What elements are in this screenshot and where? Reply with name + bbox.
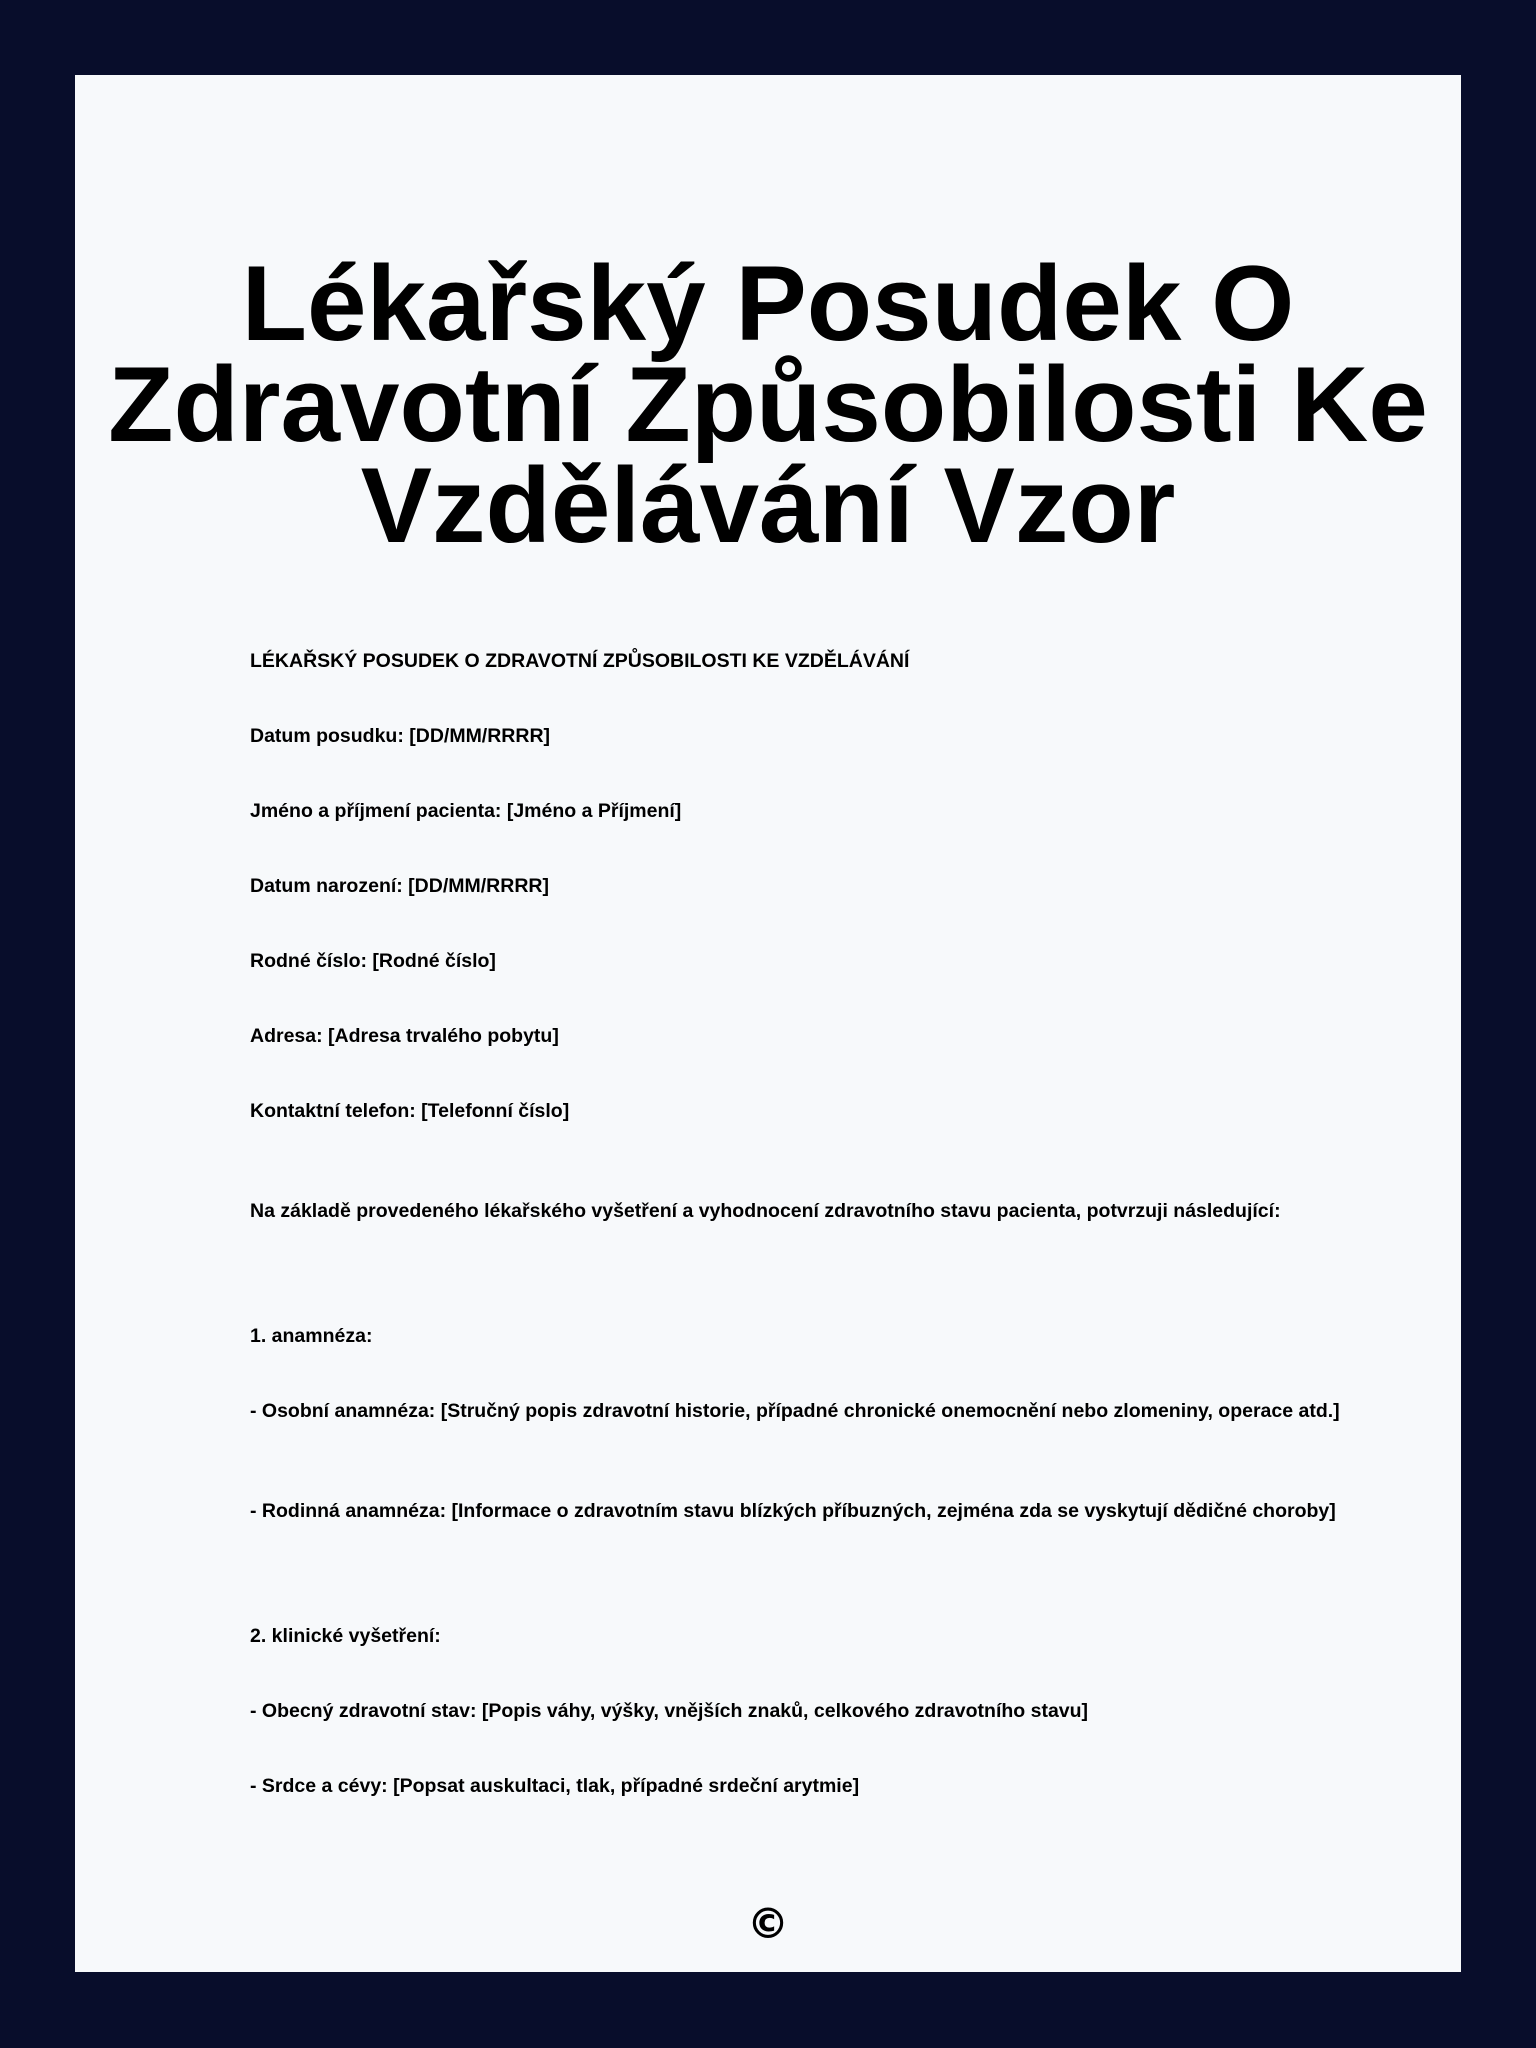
personal-history: - Osobní anamnéza: [Stručný popis zdravotní historie, případné chronické onemocnění nebo zlomeniny, operace atd.]: [250, 1400, 1340, 1422]
field-birth-date: Datum narození: [DD/MM/RRRR]: [250, 875, 549, 897]
copyright-icon: ©: [747, 1899, 789, 1948]
intro-paragraph: Na základě provedeného lékařského vyšetření a vyhodnocení zdravotního stavu pacienta, potvrzuji následující:: [250, 1200, 1281, 1222]
field-phone: Kontaktní telefon: [Telefonní číslo]: [250, 1100, 570, 1122]
field-date: Datum posudku: [DD/MM/RRRR]: [250, 725, 551, 747]
heart-and-vessels: - Srdce a cévy: [Popsat auskultaci, tlak, případné srdeční arytmie]: [250, 1775, 860, 1797]
document-page: [75, 75, 1461, 1972]
general-health: - Obecný zdravotní stav: [Popis váhy, výšky, vnějších znaků, celkového zdravotního stavu]: [250, 1700, 1089, 1722]
page-title: Lékařský Posudek O Zdravotní Způsobilosti Ke Vzdělávání Vzor: [108, 243, 1428, 565]
family-history: - Rodinná anamnéza: [Informace o zdravotním stavu blízkých příbuzných, zejména zda se vyskytují dědičné choroby]: [250, 1500, 1336, 1522]
document-heading: LÉKAŘSKÝ POSUDEK O ZDRAVOTNÍ ZPŮSOBILOSTI KE VZDĚLÁVÁNÍ: [250, 650, 910, 672]
section2-heading: 2. klinické vyšetření:: [250, 1625, 441, 1647]
section1-heading: 1. anamnéza:: [250, 1325, 373, 1347]
field-patient-name: Jméno a příjmení pacienta: [Jméno a Příjmení]: [250, 800, 682, 822]
field-id-number: Rodné číslo: [Rodné číslo]: [250, 950, 496, 972]
field-address: Adresa: [Adresa trvalého pobytu]: [250, 1025, 559, 1047]
